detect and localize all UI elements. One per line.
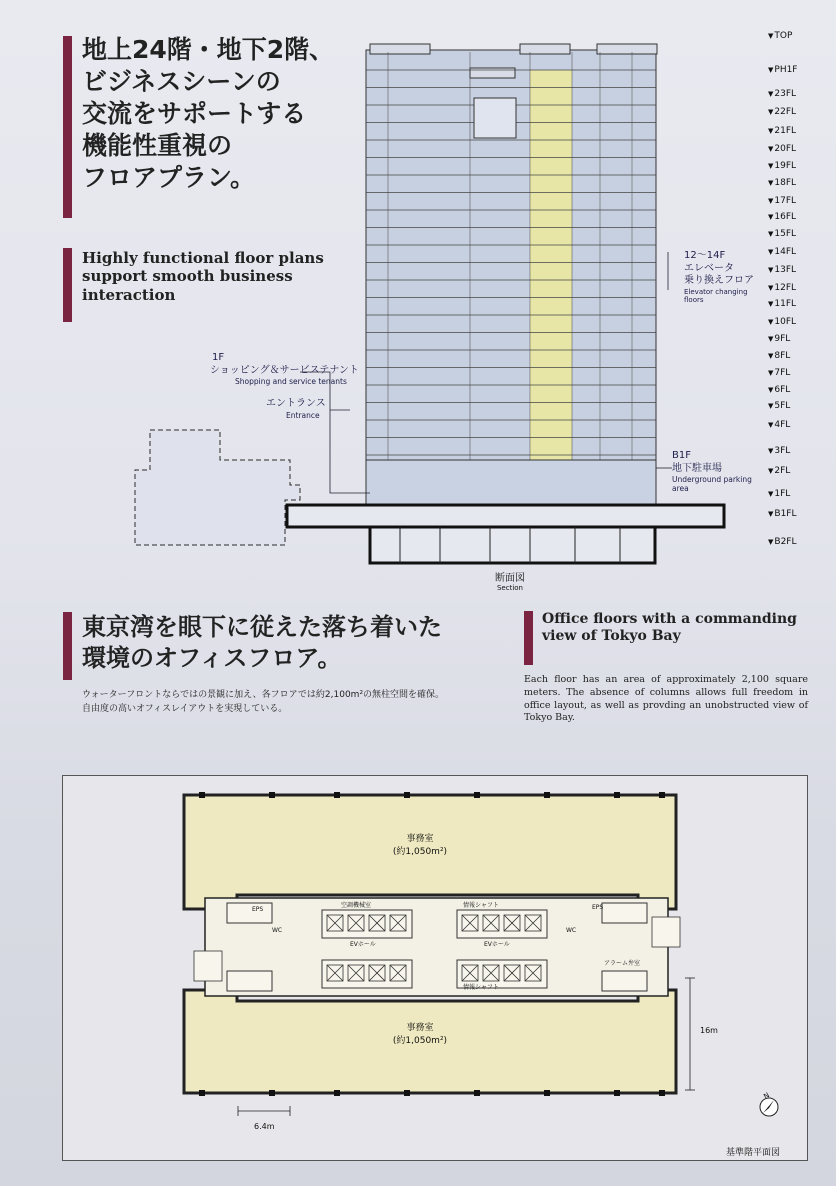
wc-label: WC [566,927,577,934]
floor-label-6fl: ▼ 6FL [768,385,790,395]
ac-room-label: 空調機械室 [341,902,372,909]
floor-label-18fl: ▼ 18FL [768,178,796,188]
floor-label-10fl: ▼ 10FL [768,317,796,327]
info-shaft-label: 情報シャフト [463,902,499,909]
floor-label-ph1f: ▼ PH1F [768,65,798,75]
office-en-body: Each floor has an area of approximately 2,100 square meters. The absence of columns allows full freedom in office layout, as well as provding an unobstructed view of Tokyo Bay. [524,674,808,724]
ev-hall-label: EVホール [484,941,510,948]
eps-label: EPS [252,906,264,913]
parking-note: B1F 地下駐車場 Underground parking area [672,450,752,494]
office-room-upper: 事務室 (約1,050m²) [392,834,448,857]
accent-bar [63,612,72,680]
neighbor-building-outline [135,430,300,545]
floor-label-20fl: ▼ 20FL [768,144,796,154]
floor-label-11fl: ▼ 11FL [768,299,796,309]
core-area [205,898,668,996]
hero-en-title: Highly functional floor plans support smooth business interaction [82,249,324,304]
elevator-shaft [530,70,572,510]
basement-b1 [287,505,724,527]
office-room-lower: 事務室 (約1,050m²) [392,1023,448,1046]
floor-label-22fl: ▼ 22FL [768,107,796,117]
floor-label-2fl: ▼ 2FL [768,466,790,476]
floor-label-14fl: ▼ 14FL [768,247,796,257]
eps-label: EPS [592,904,604,911]
floor-label-b1fl: ▼ B1FL [768,509,796,519]
office-jp-body: ウォーターフロントならではの景観に加え、各フロアでは約2,100m²の無柱空間を確保。 自由度の高いオフィスレイアウトを実現している。 [82,690,445,715]
wc-label: WC [272,927,283,934]
floor-label-top: ▼ TOP [768,31,792,41]
shop-note: 1F ショッピング＆サービステナント Shopping and service tenants [210,352,359,386]
office-jp-title: 東京湾を眼下に従えた落ち着いた 環境のオフィスフロア。 [82,613,442,672]
ev-hall-label: EVホール [350,941,376,948]
floor-label-4fl: ▼ 4FL [768,420,790,430]
section-caption: 断面図 Section [495,573,525,592]
floor-label-1fl: ▼ 1FL [768,489,790,499]
floor-label-15fl: ▼ 15FL [768,229,796,239]
office-en-title: Office floors with a commanding view of Tokyo Bay [542,611,797,645]
floor-label-8fl: ▼ 8FL [768,351,790,361]
floor-label-12fl: ▼ 12FL [768,283,796,293]
floor-label-b2fl: ▼ B2FL [768,537,796,547]
basement-b2 [370,527,655,563]
floor-label-17fl: ▼ 17FL [768,196,796,206]
floor-label-13fl: ▼ 13FL [768,265,796,275]
hero-jp-title: 地上24階・地下2階、 ビジネスシーンの 交流をサポートする 機能性重視の フロアプラン。 [82,35,335,192]
info-shaft-label: 情報シャフト [463,984,499,991]
core-box [474,98,516,138]
floor-label-9fl: ▼ 9FL [768,334,790,344]
floor-label-21fl: ▼ 21FL [768,126,796,136]
floor-label-5fl: ▼ 5FL [768,401,790,411]
dimension-span: 6.4m [254,1122,275,1131]
podium [366,460,656,505]
floor-label-23fl: ▼ 23FL [768,89,796,99]
plan-caption: 基準階平面図 [726,1148,781,1158]
compass-north-label: N [762,1091,771,1101]
floor-label-7fl: ▼ 7FL [768,368,790,378]
elevator-changing-note: 12～14F エレベータ 乗り換えフロア Elevator changing floors [684,250,754,305]
entrance-note: エントランス Entrance [266,398,326,420]
floor-label-19fl: ▼ 19FL [768,161,796,171]
alarm-valve-label: アラーム弁室 [604,960,641,967]
accent-bar [524,611,533,665]
floor-label-16fl: ▼ 16FL [768,212,796,222]
floor-label-3fl: ▼ 3FL [768,446,790,456]
dimension-depth: 16m [700,1026,718,1035]
